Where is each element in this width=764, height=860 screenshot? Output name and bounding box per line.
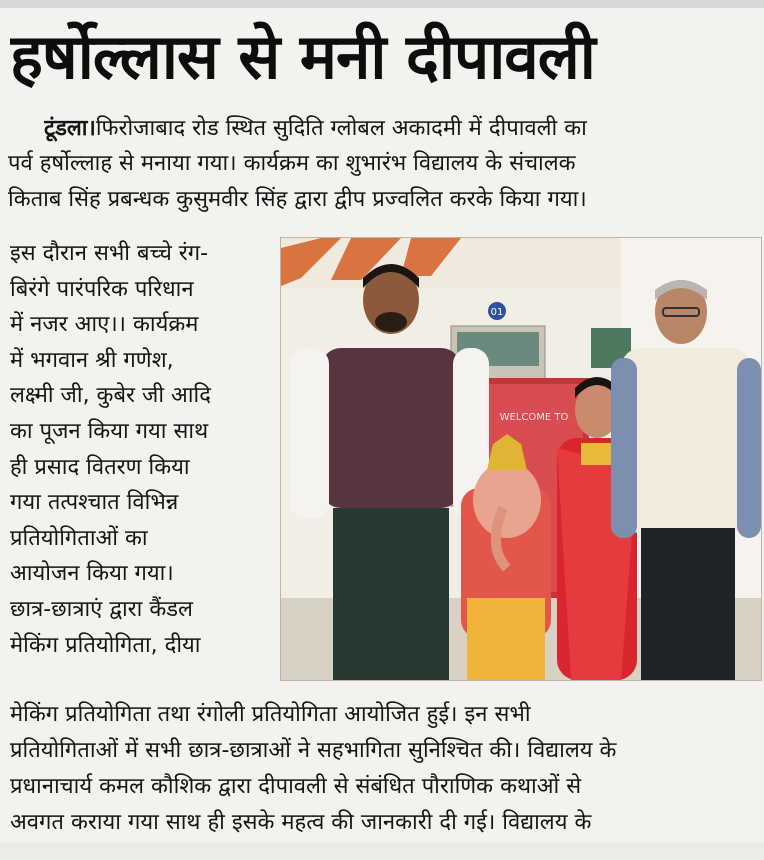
column-line: गया तत्पश्चात विभिन्न <box>10 490 179 516</box>
column-line: प्रतियोगिताओं का <box>10 525 148 551</box>
column-line: मेकिंग प्रतियोगिता, दीया <box>10 632 201 658</box>
body-line: प्रतियोगिताओं में सभी छात्र-छात्राओं ने सहभागिता सुनिश्चित की। विद्यालय के <box>10 738 617 763</box>
column-line: इस दौरान सभी बच्चे रंग- <box>10 241 209 266</box>
column-line: लक्ष्मी जी, कुबेर जी आदि <box>10 383 211 409</box>
news-photo <box>280 237 762 681</box>
column-line: बिरंगे पारंपरिक परिधान <box>10 276 194 302</box>
banner-text: WELCOME TO <box>499 412 569 423</box>
page-bottom-edge <box>0 842 764 860</box>
column-line: का पूजन किया गया साथ <box>10 419 209 444</box>
column-line: में भगवान श्री गणेश, <box>10 347 174 373</box>
column-line: में नजर आए।। कार्यक्रम <box>10 312 199 338</box>
dateline: टूंडला। <box>44 116 96 141</box>
body-line: प्रधानाचार्य कमल कौशिक द्वारा दीपावली से संबंधित पौराणिक कथाओं से <box>10 774 582 799</box>
intro-line-1-text: फिरोजाबाद रोड स्थित सुदिति ग्लोबल अकादमी में दीपावली का <box>95 116 587 141</box>
column-line: छात्र-छात्राएं द्वारा कैंडल <box>10 597 193 622</box>
page-top-edge <box>0 0 764 8</box>
room-sign-text: 01 <box>490 307 504 318</box>
photo-illustration <box>281 238 761 680</box>
column-line: ही प्रसाद वितरण किया <box>10 454 190 480</box>
body-line: मेकिंग प्रतियोगिता तथा रंगोली प्रतियोगिता आयोजित हुई। इन सभी <box>10 702 531 727</box>
column-line: आयोजन किया गया। <box>10 561 174 587</box>
body-line: अवगत कराया गया साथ ही इसके महत्व की जानकारी दी गई। विद्यालय के <box>10 810 592 835</box>
intro-line-1 <box>44 112 760 146</box>
headline: हर्षोल्लास से मनी दीपावली <box>10 20 595 93</box>
intro-line-3: किताब सिंह प्रबन्धक कुसुमवीर सिंह द्वारा द्वीप प्रज्वलित करके किया गया। <box>8 187 587 212</box>
intro-line-2: पर्व हर्षोल्लाह से मनाया गया। कार्यक्रम का शुभारंभ विद्यालय के संचालक <box>8 151 576 176</box>
